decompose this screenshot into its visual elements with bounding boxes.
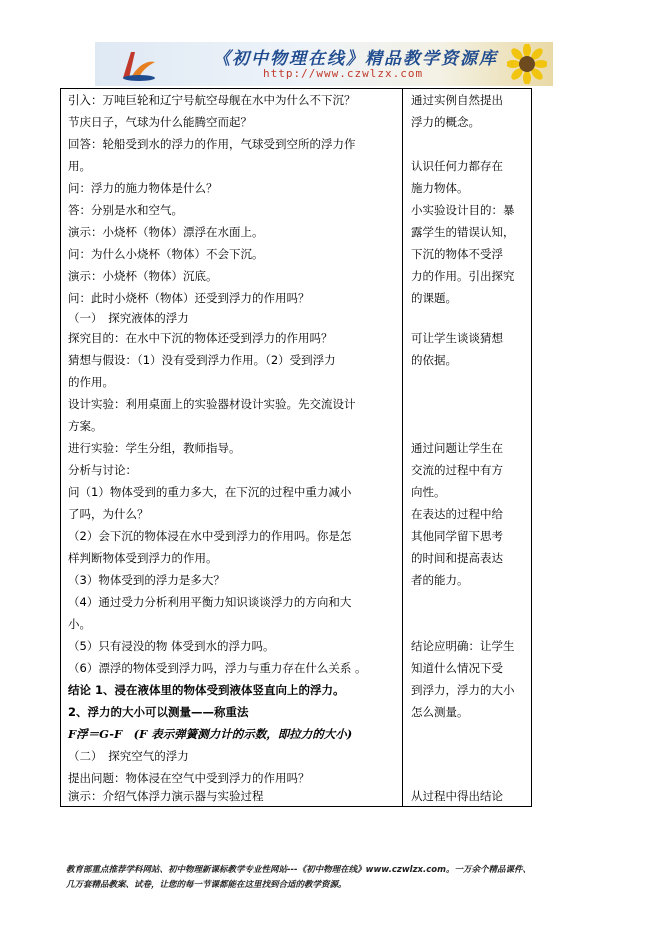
note-line: 露学生的错误认知， <box>411 225 515 239</box>
note-line: 结论应明确：让学生 <box>411 639 515 653</box>
note-line: 通过实例自然提出 <box>411 93 503 107</box>
note-line: 其他同学留下思考 <box>411 529 503 543</box>
note-line: 下沉的物体不受浮 <box>411 247 503 261</box>
text-line: 演示：小烧杯（物体）漂浮在水面上。 <box>68 225 264 239</box>
text-line: （3）物体受到的浮力是多大？ <box>68 573 225 587</box>
note-line: 者的能力。 <box>411 573 469 587</box>
note-line: 从过程中得出结论 <box>411 789 503 803</box>
note-line: 的时间和提高表达 <box>411 551 503 565</box>
text-line: 演示：介绍气体浮力演示器与实验过程 <box>68 789 264 803</box>
text-line: 问：浮力的施力物体是什么？ <box>68 181 218 195</box>
note-line: 认识任何力都存在 <box>411 159 503 173</box>
sunflower-icon <box>507 44 547 84</box>
text-line: 进行实验：学生分组，教师指导。 <box>68 441 241 455</box>
text-line: 答：分别是水和空气。 <box>68 203 183 217</box>
text-line: 猜想与假设：（1）没有受到浮力作用。（2）受到浮力 <box>68 353 336 367</box>
header-banner <box>95 42 553 86</box>
note-line: 向性。 <box>411 485 446 499</box>
note-line: 可让学生谈谈猜想 <box>411 331 503 345</box>
text-line: 提出问题：物体浸在空气中受到浮力的作用吗？ <box>68 771 310 785</box>
text-line: 演示：小烧杯（物体）沉底。 <box>68 269 218 283</box>
note-line: 施力物体。 <box>411 181 469 195</box>
note-line: 知道什么情况下受 <box>411 661 503 675</box>
text-line: 探究目的：在水中下沉的物体还受到浮力的作用吗？ <box>68 331 333 345</box>
note-line: 小实验设计目的：暴 <box>411 203 515 217</box>
text-line: 设计实验：利用桌面上的实验器材设计实验。先交流设计 <box>68 397 356 411</box>
text-line: 问：此时小烧杯（物体）还受到浮力的作用吗？ <box>68 291 310 305</box>
footer-line-2: 几万套精品教案、试卷，让您的每一节课都能在这里找到合适的教学资源。 <box>66 880 347 890</box>
section-heading: （二） 探究空气的浮力 <box>68 749 189 763</box>
text-line: 分析与讨论： <box>68 463 137 477</box>
text-line: 了吗，为什么？ <box>68 507 149 521</box>
buoyancy-formula: F浮＝G-F (F 表示弹簧测力计的示数，即拉力的大小) <box>68 727 353 741</box>
column-divider <box>402 89 403 806</box>
text-line: 节庆日子，气球为什么能腾空而起？ <box>68 115 252 129</box>
lesson-table <box>60 88 532 807</box>
text-line: 小。 <box>68 617 91 631</box>
text-line: 问（1）物体受到的重力多大，在下沉的过程中重力减小 <box>68 485 352 499</box>
conclusion-1: 结论 1、浸在液体里的物体受到液体竖直向上的浮力。 <box>68 683 345 697</box>
text-line: 引入：万吨巨轮和辽宁号航空母舰在水中为什么不下沉？ <box>68 93 356 107</box>
text-line: 方案。 <box>68 419 103 433</box>
note-line: 在表达的过程中给 <box>411 507 503 521</box>
note-line: 通过问题让学生在 <box>411 441 503 455</box>
note-line: 力的作用。引出探究 <box>411 269 515 283</box>
note-line: 的课题。 <box>411 291 457 305</box>
banner-title: 《初中物理在线》精品教学资源库 <box>213 49 498 69</box>
text-line: （4）通过受力分析利用平衡力知识谈谈浮力的方向和大 <box>68 595 352 609</box>
note-line: 浮力的概念。 <box>411 115 480 129</box>
text-line: 用。 <box>68 159 91 173</box>
banner-url[interactable]: http://www.czwlzx.com <box>263 67 424 80</box>
conclusion-2: 2、浮力的大小可以测量——称重法 <box>68 705 249 719</box>
text-line: 问：为什么小烧杯（物体）不会下沉。 <box>68 247 264 261</box>
text-line: 样判断物体受到浮力的作用。 <box>68 551 218 565</box>
text-line: 回答：轮船受到水的浮力的作用，气球受到空所的浮力作 <box>68 137 356 151</box>
text-line: （5）只有浸没的物 体受到水的浮力吗。 <box>68 639 275 653</box>
note-line: 的依据。 <box>411 353 457 367</box>
note-line: 交流的过程中有方 <box>411 463 503 477</box>
note-line: 怎么测量。 <box>411 705 469 719</box>
site-logo-icon <box>117 48 157 82</box>
text-line: （2）会下沉的物体浸在水中受到浮力的作用吗。你是怎 <box>68 529 352 543</box>
note-line: 到浮力，浮力的大小 <box>411 683 515 697</box>
section-heading: （一） 探究液体的浮力 <box>68 311 189 325</box>
text-line: （6）漂浮的物体受到浮力吗，浮力与重力存在什么关系 。 <box>68 661 367 675</box>
text-line: 的作用。 <box>68 375 114 389</box>
footer-line-1: 教育部重点推荐学科网站、初中物理新课标教学专业性网站---《初中物理在线》www.czwlzx.com。一万余个精品课件、 <box>66 865 531 875</box>
